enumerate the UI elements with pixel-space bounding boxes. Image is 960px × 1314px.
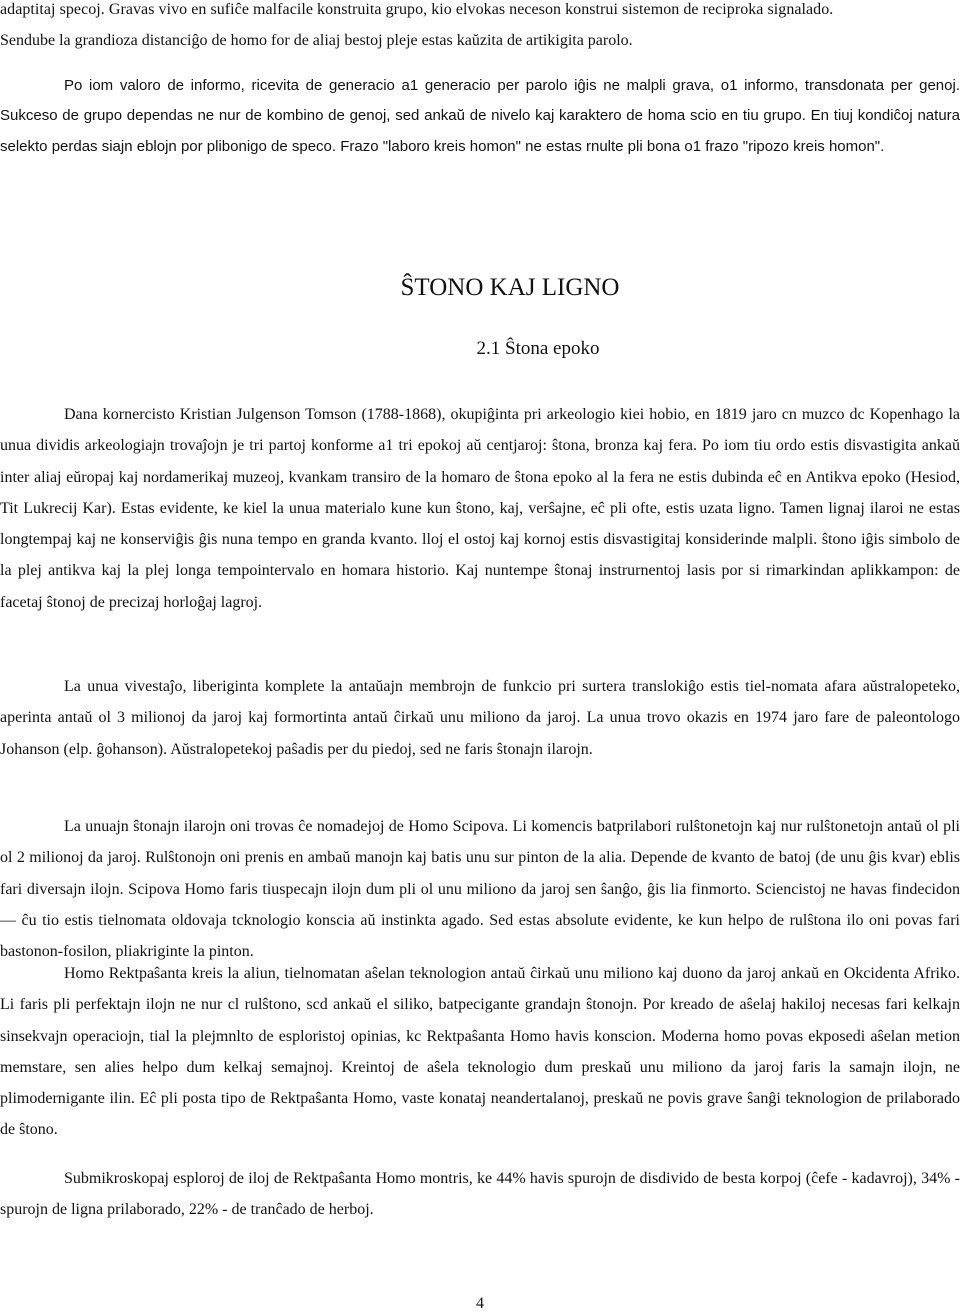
- paragraph-2-text: La unua vivestaĵo, liberiginta komplete la antaŭajn membrojn de funkcio pri surtera translokiĝo estis tiel-nomata afara aŭstralopeteko, aperinta antaŭ ol 3 milionoj da jaroj kaj formortinta antaŭ ĉirkaŭ unu miliono da jaroj. La unua trovo okazis en 1974 jaro fare de paleontologo Johanson (elp. ĝohanson). Aŭstralopetekoj paŝadis per du piedoj, sed ne faris ŝtonajn ilarojn.: [0, 678, 960, 758]
- chapter-title: ŜTONO KAJ LIGNO: [400, 274, 620, 301]
- paragraph-5: [0, 1163, 960, 1226]
- intro-line-1: adaptitaj specoj. Gravas vivo en sufiĉe malfacile konstruita grupo, kio elvokas neceson konstrui sistemon de reciproka signalado.: [0, 1, 834, 18]
- paragraph-3: [0, 811, 960, 967]
- section-title: 2.1 Ŝtona epoko: [476, 338, 600, 359]
- paragraph-4: [0, 958, 960, 1146]
- paragraph-info-text: Po iom valoro de informo, ricevita de generacio a1 generacio per parolo iĝis ne malpli grava, o1 informo, transdonata per genoj. Sukceso de grupo dependas ne nur de kombino de genoj, sed ankaŭ de nivelo kaj karaktero de homa scio en tiu grupo. En tiuj kondiĉoj natura selekto perdas siajn eblojn por plibonigo de speco. Frazo "laboro kreis homon" ne estas rnulte pli bona o1 frazo "ripozo kreis homon".: [0, 77, 960, 155]
- paragraph-1: [0, 399, 960, 618]
- paragraph-2: [0, 671, 960, 765]
- intro-line-2: Sendube la grandioza distanciĝo de homo for de aliaj bestoj pleje estas kaŭzita de artikigita parolo.: [0, 32, 633, 49]
- page-number: 4: [476, 1295, 484, 1312]
- paragraph-info: [0, 71, 960, 162]
- paragraph-3-text: La unuajn ŝtonajn ilarojn oni trovas ĉe nomadejoj de Homo Scipova. Li komencis batprilabori rulŝtonetojn kaj nur rulŝtonetojn antaŭ ol pli ol 2 milionoj da jaroj. Rulŝtonojn oni prenis en ambaŭ manojn kaj batis unu sur pinton de la alia. Depende de kvanto de batoj (de unu ĝis kvar) eblis fari diversajn ilojn. Scipova Homo faris tiuspecajn ilojn dum pli ol unu miliono da jaroj sen ŝanĝo, ĝis lia finmorto. Sciencistoj ne havas findecidon — ĉu tio estis tielnomata oldovaja tcknologio konscia aŭ instinkta agado. Sed estas absolute evidente, ke kun helpo de rulŝtona ilo oni povas fari bastonon-fosilon, pliakriginte la pinton.: [0, 818, 960, 961]
- paragraph-4-text: Homo Rektpaŝanta kreis la aliun, tielnomatan aŝelan teknologion antaŭ ĉirkaŭ unu miliono kaj duono da jaroj ankaŭ en Okcidenta Afriko. Li faris pli perfektajn ilojn ne nur cl rulŝtono, scd ankaŭ el siliko, batpecigante grandajn ŝtonojn. Por kreado de aŝelaj hakiloj necesas fari kelkajn sinsekvajn operaciojn, tial la plejmnlto de esploristoj opinias, kc Rektpaŝanta Homo havis konscion. Moderna homo povas ekposedi aŝelan metion memstare, sen alies helpo dum kelkaj semajnoj. Kreintoj de aŝela teknologio dum preskaŭ unu miliono da jaroj faris la samajn ilojn, ne plimodernigante ilin. Eĉ pli posta tipo de Rektpaŝanta Homo, vaste konataj neandertalanoj, preskaŭ ne povis grave ŝanĝi teknologion de prilaborado de ŝtono.: [0, 965, 960, 1139]
- paragraph-5-text: Submikroskopaj esploroj de iloj de Rektpaŝanta Homo montris, ke 44% havis spurojn de disdivido de besta korpoj (ĉefe - kadavroj), 34% - spurojn de ligna prilaborado, 22% - de tranĉado de herboj.: [0, 1170, 960, 1219]
- paragraph-1-text: Dana kornercisto Kristian Julgenson Tomson (1788-1868), okupiĝinta pri arkeologio kiei hobio, en 1819 jaro cn muzco dc Kopenhago la unua dividis arkeologiajn trovaĵojn je tri partoj konforme a1 tri epokoj aŭ centjaroj: ŝtona, bronza kaj fera. Po iom tiu ordo estis disvastigita ankaŭ inter aliaj eŭropaj kaj nordamerikaj muzeoj, kvankam transiro de la homaro de ŝtona epoko al la fera ne estis dubinda eĉ en Antikva epoko (Hesiod, Tit Lukrecij Kar). Estas evidente, ke kiel la unua materialo kune kun ŝtono, kaj, verŝajne, eĉ pli ofte, estis uzata ligno. Tamen lignaj ilaroi ne estas longtempaj kaj ne konserviĝis ĝis nuna tempo en granda kvanto. lloj el ostoj kaj kornoj estis disvastigitaj konsiderinde malpli. ŝtono iĝis simbolo de la plej antikva kaj la plej longa tempointervalo en homara historio. Kaj nuntempe ŝtonaj instrurnentoj lasis por si rimarkindan aplikkampon: de facetaj ŝtonoj de precizaj horloĝaj lagroj.: [0, 406, 960, 611]
